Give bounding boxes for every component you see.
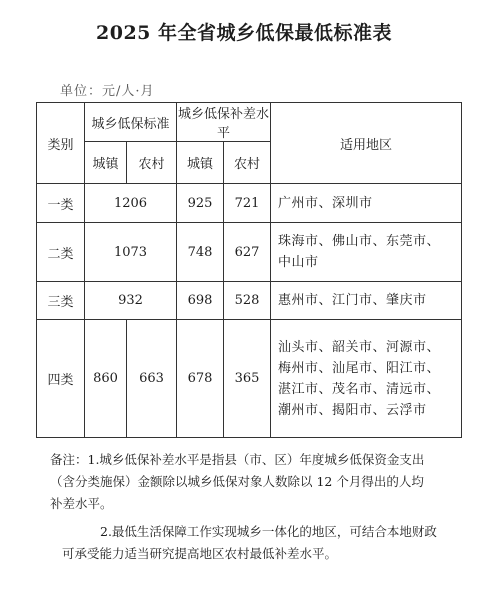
note-2-line: 可承受能力适当研究提高地区农村最低补差水平。 xyxy=(62,546,338,561)
row-subsidy-rural: 528 xyxy=(224,282,271,320)
area-line: 珠海市、佛山市、东莞市、 xyxy=(278,234,441,249)
notes xyxy=(36,449,472,565)
row-subsidy-rural: 365 xyxy=(224,320,271,438)
row-category: 四类 xyxy=(37,320,85,438)
row-subsidy-rural: 627 xyxy=(224,223,271,282)
row-area xyxy=(271,223,462,282)
area-line: 惠州市、江门市、肇庆市 xyxy=(278,293,427,308)
header-standard-group: 城乡低保标准 xyxy=(85,103,177,142)
note-1-line: 补差水平。 xyxy=(50,496,113,511)
row-category: 三类 xyxy=(37,282,85,320)
note-2-line: 2.最低生活保障工作实现城乡一体化的地区，可结合本地财政 xyxy=(100,524,437,539)
area-line: 梅州市、汕尾市、阳江市、 xyxy=(278,360,441,376)
area-line: 广州市、深圳市 xyxy=(278,195,373,211)
table-header-row xyxy=(37,103,462,142)
table-row xyxy=(37,320,462,438)
header-subsidy-group: 城乡低保补差水平 xyxy=(177,103,271,142)
row-standard: 932 xyxy=(85,282,177,320)
area-line: 潮州市、揭阳市、云浮市 xyxy=(278,402,427,418)
row-subsidy-urban: 748 xyxy=(177,223,224,282)
row-subsidy-rural: 721 xyxy=(224,184,271,223)
header-category: 类别 xyxy=(37,103,85,184)
row-area xyxy=(271,184,462,223)
row-subsidy-urban: 698 xyxy=(177,282,224,320)
row-subsidy-urban: 925 xyxy=(177,184,224,223)
row-category: 二类 xyxy=(37,223,85,282)
note-1-line: （含分类施保）金额除以城乡低保对象人数除以 12 个月得出的人均 xyxy=(50,474,424,489)
area-line: 中山市 xyxy=(278,255,319,270)
note-1-line: 备注：1.城乡低保补差水平是指县（市、区）年度城乡低保资金支出 xyxy=(50,452,425,467)
table-row xyxy=(37,184,462,223)
row-standard: 1073 xyxy=(85,223,177,282)
standards-table xyxy=(36,102,462,438)
unit-label: 单位：元/人·月 xyxy=(60,84,155,99)
header-subsidy-urban: 城镇 xyxy=(177,142,224,184)
row-standard-urban: 860 xyxy=(85,320,127,438)
row-category: 一类 xyxy=(37,184,85,223)
row-standard-rural: 663 xyxy=(127,320,177,438)
row-area xyxy=(271,282,462,320)
row-subsidy-urban: 678 xyxy=(177,320,224,438)
header-standard-urban: 城镇 xyxy=(85,142,127,184)
header-area: 适用地区 xyxy=(271,103,462,184)
area-line: 汕头市、韶关市、河源市、 xyxy=(278,339,441,355)
table-row xyxy=(37,223,462,282)
page-title: 2025 年全省城乡低保最低标准表 xyxy=(96,22,392,44)
area-line: 湛江市、茂名市、清远市、 xyxy=(278,381,441,397)
table-row xyxy=(37,282,462,320)
row-area xyxy=(271,320,462,438)
header-subsidy-rural: 农村 xyxy=(224,142,271,184)
row-standard: 1206 xyxy=(85,184,177,223)
header-standard-rural: 农村 xyxy=(127,142,177,184)
